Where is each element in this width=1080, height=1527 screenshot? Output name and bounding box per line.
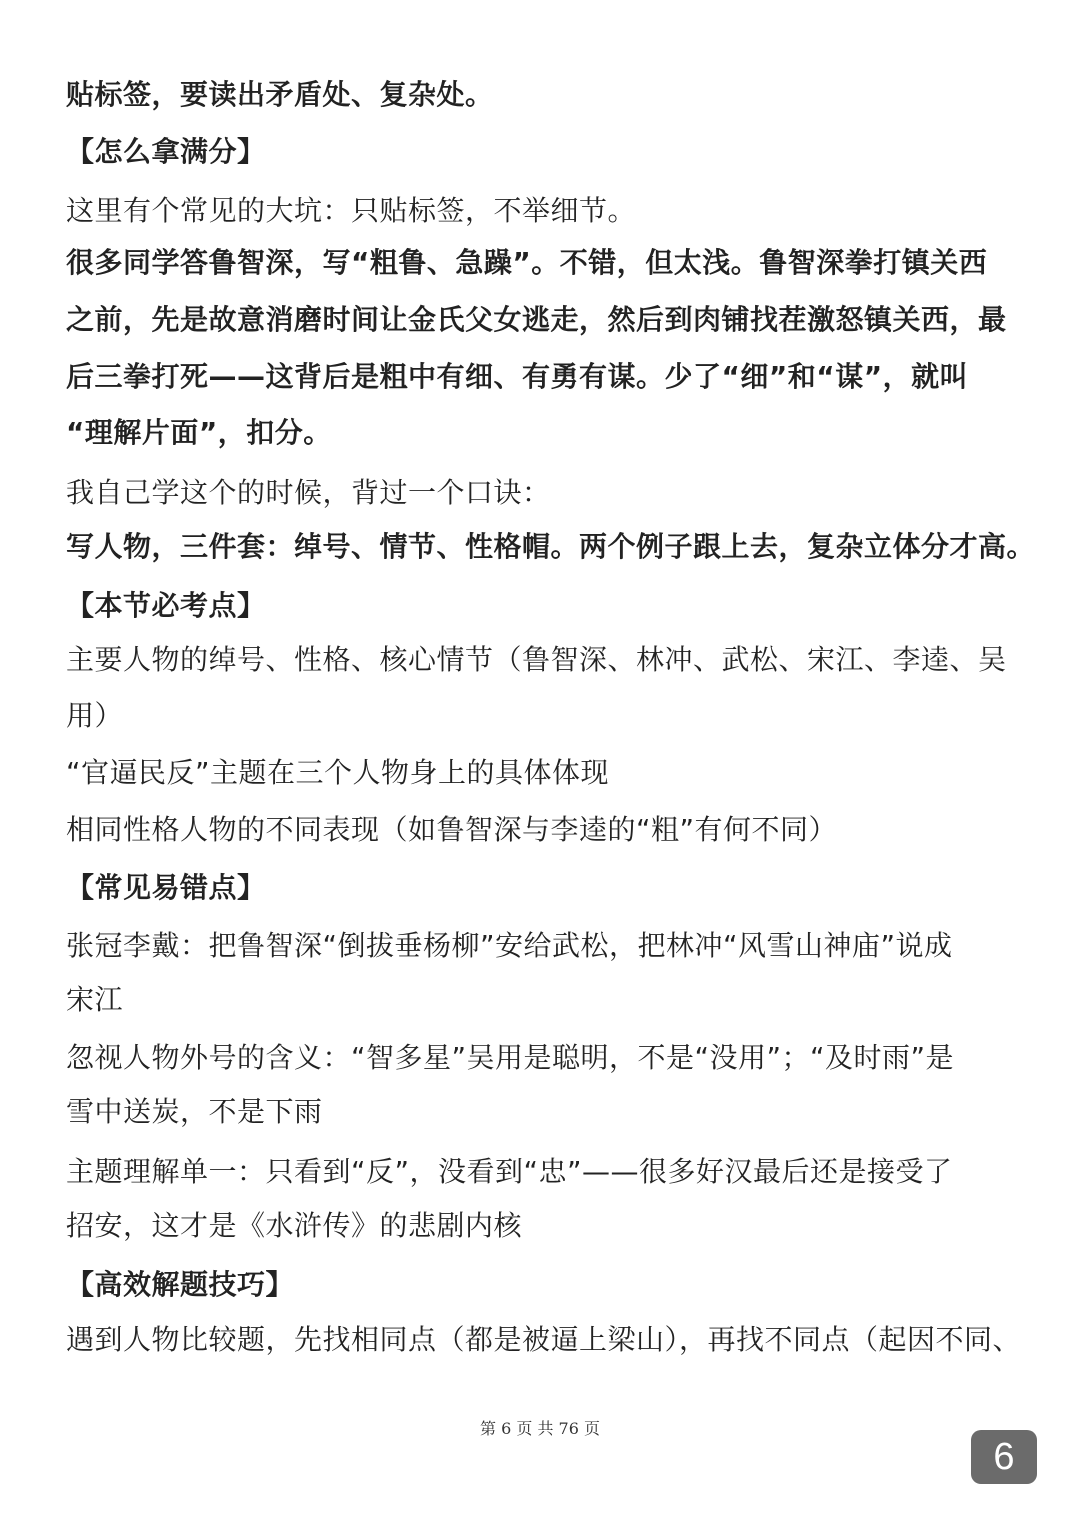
section-heading: 【怎么拿满分】 [66,135,266,168]
text-line: 相同性格人物的不同表现（如鲁智深与李逵的“粗”有何不同） [66,813,838,846]
text-line: 宋江 [66,983,124,1016]
text-line: “官逼民反”主题在三个人物身上的具体体现 [66,756,610,789]
text-line: 遇到人物比较题，先找相同点（都是被逼上梁山），再找不同点（起因不同、 [66,1323,1022,1356]
text-line: 我自己学这个的时候，背过一个口诀： [66,476,551,509]
text-line: 写人物，三件套：绰号、情节、性格帽。两个例子跟上去，复杂立体分才高。 [66,530,1036,563]
page-footer: 第 6 页 共 76 页 [480,1419,600,1438]
text-line: 后三拳打死——这背后是粗中有细、有勇有谋。少了“细”和“谋”，就叫 [66,360,969,393]
text-line: 主题理解单一：只看到“反”，没看到“忠”——很多好汉最后还是接受了 [66,1155,953,1188]
page-number-badge: 6 [971,1430,1037,1484]
text-line: 招安，这才是《水浒传》的悲剧内核 [66,1209,523,1242]
text-line: 张冠李戴：把鲁智深“倒拔垂杨柳”安给武松，把林冲“风雪山神庙”说成 [66,929,953,962]
text-line: 忽视人物外号的含义：“智多星”吴用是聪明，不是“没用”；“及时雨”是 [66,1041,955,1074]
text-line: 贴标签，要读出矛盾处、复杂处。 [66,78,494,111]
text-line: 很多同学答鲁智深，写“粗鲁、急躁”。不错，但太浅。鲁智深拳打镇关西 [66,246,988,279]
section-heading: 【常见易错点】 [66,871,266,904]
text-line: “理解片面”，扣分。 [66,416,332,449]
text-line: 这里有个常见的大坑：只贴标签，不举细节。 [66,194,637,227]
text-line: 主要人物的绰号、性格、核心情节（鲁智深、林冲、武松、宋江、李逵、吴 [66,643,1007,676]
section-heading: 【高效解题技巧】 [66,1268,295,1301]
text-line: 之前，先是故意消磨时间让金氏父女逃走，然后到肉铺找茬激怒镇关西，最 [66,303,1007,336]
text-line: 雪中送炭，不是下雨 [66,1095,323,1128]
text-line: 用） [66,699,124,732]
section-heading: 【本节必考点】 [66,589,266,622]
